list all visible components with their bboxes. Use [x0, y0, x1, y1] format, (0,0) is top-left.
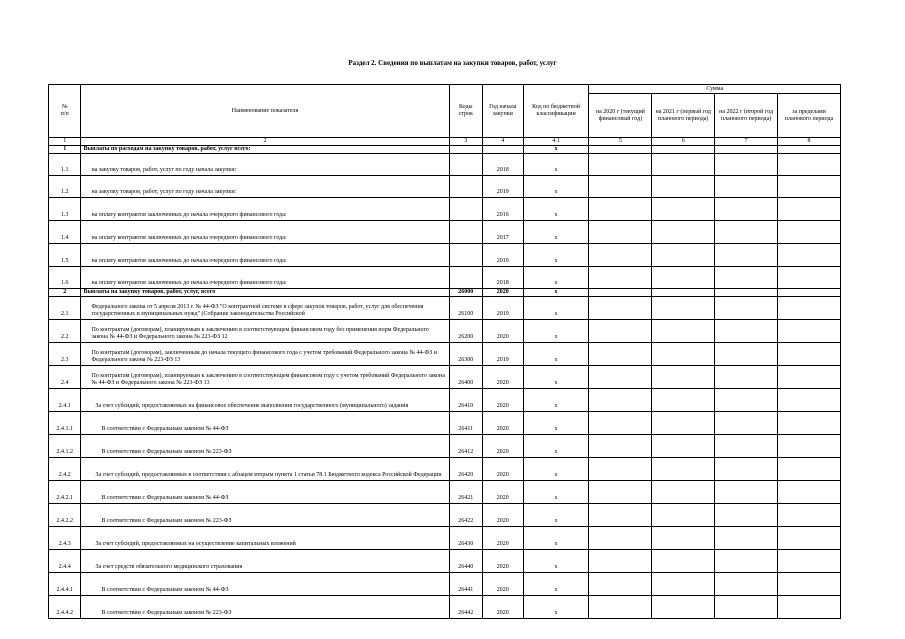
table-row	[49, 288, 841, 296]
sum-cell	[589, 220, 652, 243]
sum-cell	[589, 175, 652, 197]
row-year: 2016	[483, 197, 524, 220]
row-number: 2.4	[49, 365, 81, 388]
row-number: 2.4.4	[49, 549, 81, 572]
header-sum: Сумма	[589, 85, 841, 94]
sum-cell	[715, 220, 778, 243]
sum-cell	[715, 197, 778, 220]
row-code: 26412	[449, 434, 482, 457]
row-code: 26441	[449, 572, 482, 595]
row-kbk: x	[523, 319, 589, 342]
row-kbk: x	[523, 388, 589, 411]
row-kbk: x	[523, 434, 589, 457]
row-number: 1.6	[49, 266, 81, 288]
row-kbk: x	[523, 153, 589, 175]
table-row	[49, 411, 841, 434]
row-name: По контрактам (договорам), планируемым к заключению в соответствующем финансовом году с учетом требований Федерального закона № 44-ФЗ и Федерального закона № 223-ФЗ 13	[81, 365, 449, 388]
row-year: 2020	[483, 434, 524, 457]
sum-cell	[589, 197, 652, 220]
column-number: 4.1	[523, 138, 589, 146]
sum-cell	[715, 388, 778, 411]
sum-cell	[778, 549, 841, 572]
column-number: 3	[449, 138, 482, 146]
sum-cell	[589, 243, 652, 266]
row-code: 26410	[449, 388, 482, 411]
table-row	[49, 220, 841, 243]
sum-cell	[778, 243, 841, 266]
row-year: 2018	[483, 153, 524, 175]
row-year: 2020	[483, 365, 524, 388]
table-row	[49, 319, 841, 342]
sum-cell	[589, 319, 652, 342]
sum-cell	[589, 153, 652, 175]
row-kbk: x	[523, 411, 589, 434]
table-row	[49, 197, 841, 220]
sum-cell	[778, 266, 841, 288]
row-year: 2019	[483, 342, 524, 365]
row-code: 26411	[449, 411, 482, 434]
row-code: 26430	[449, 526, 482, 549]
table-row	[49, 457, 841, 480]
table-row	[49, 145, 841, 153]
row-number: 2.4.4.2	[49, 595, 81, 618]
row-number: 1.4	[49, 220, 81, 243]
row-code	[449, 220, 482, 243]
row-number: 1	[49, 145, 81, 153]
sum-cell	[715, 243, 778, 266]
sum-cell	[589, 266, 652, 288]
sum-cell	[589, 457, 652, 480]
row-number: 2.4.3	[49, 526, 81, 549]
sum-cell	[589, 434, 652, 457]
row-code: 26421	[449, 480, 482, 503]
header-2020: на 2020 г (текущий финансовый год)	[589, 94, 652, 138]
sum-cell	[652, 145, 715, 153]
sum-cell	[715, 319, 778, 342]
row-year: 2018	[483, 266, 524, 288]
row-name: За счет субсидий, предоставляемых на финансовое обеспечение выполнения государственного (муниципального) задания	[81, 388, 449, 411]
column-number: 6	[652, 138, 715, 146]
sum-cell	[778, 296, 841, 319]
sum-cell	[652, 296, 715, 319]
row-kbk: x	[523, 145, 589, 153]
row-name: В соответствии с Федеральным законом № 44-ФЗ	[81, 480, 449, 503]
sum-cell	[652, 388, 715, 411]
row-year: 2020	[483, 457, 524, 480]
sum-cell	[652, 411, 715, 434]
sum-cell	[715, 145, 778, 153]
row-kbk: x	[523, 549, 589, 572]
sum-cell	[778, 480, 841, 503]
column-number: 2	[81, 138, 449, 146]
sum-cell	[778, 572, 841, 595]
row-year: 2017	[483, 220, 524, 243]
row-year: 2020	[483, 572, 524, 595]
sum-cell	[778, 288, 841, 296]
header-name: Наименование показателя	[81, 85, 449, 138]
table-row	[49, 153, 841, 175]
sum-cell	[652, 220, 715, 243]
sum-cell	[652, 549, 715, 572]
procurement-payments-table	[48, 84, 841, 619]
sum-cell	[652, 197, 715, 220]
row-name: В соответствии с Федеральным законом № 223-ФЗ	[81, 595, 449, 618]
sum-cell	[652, 243, 715, 266]
row-kbk: x	[523, 480, 589, 503]
column-number: 8	[778, 138, 841, 146]
sum-cell	[778, 526, 841, 549]
sum-cell	[652, 342, 715, 365]
header-year: Год начала закупки	[483, 85, 524, 138]
row-kbk: x	[523, 503, 589, 526]
row-number: 2.4.2.2	[49, 503, 81, 526]
sum-cell	[715, 503, 778, 526]
table-row	[49, 243, 841, 266]
sum-cell	[715, 175, 778, 197]
row-code: 26420	[449, 457, 482, 480]
row-code: 26200	[449, 319, 482, 342]
column-number: 5	[589, 138, 652, 146]
row-code	[449, 145, 482, 153]
sum-cell	[589, 342, 652, 365]
sum-cell	[652, 175, 715, 197]
row-name: За счет субсидий, предоставляемых на осуществление капитальных вложений	[81, 526, 449, 549]
row-name: За счет средств обязательного медицинского страхования	[81, 549, 449, 572]
row-code: 26000	[449, 288, 482, 296]
row-year: 2020	[483, 595, 524, 618]
table-row	[49, 266, 841, 288]
row-number: 1.1	[49, 153, 81, 175]
row-year: 2020	[483, 388, 524, 411]
sum-cell	[652, 572, 715, 595]
sum-cell	[715, 526, 778, 549]
sum-cell	[778, 595, 841, 618]
sum-cell	[652, 503, 715, 526]
sum-cell	[715, 434, 778, 457]
sum-cell	[589, 595, 652, 618]
table-row	[49, 503, 841, 526]
sum-cell	[715, 296, 778, 319]
row-kbk: x	[523, 197, 589, 220]
column-number: 4	[483, 138, 524, 146]
row-name: В соответствии с Федеральным законом № 223-ФЗ	[81, 434, 449, 457]
column-number-row	[49, 138, 841, 146]
row-name: В соответствии с Федеральным законом № 44-ФЗ	[81, 572, 449, 595]
row-number: 2.2	[49, 319, 81, 342]
sum-cell	[652, 457, 715, 480]
sum-cell	[652, 266, 715, 288]
sum-cell	[778, 503, 841, 526]
sum-cell	[589, 411, 652, 434]
sum-cell	[589, 526, 652, 549]
row-year: 2020	[483, 549, 524, 572]
header-num: № п/п	[49, 85, 81, 138]
row-year: 2020	[483, 319, 524, 342]
row-kbk: x	[523, 220, 589, 243]
row-code: 26442	[449, 595, 482, 618]
table-row	[49, 526, 841, 549]
row-code	[449, 175, 482, 197]
row-name: Выплаты по расходам на закупку товаров, работ, услуг всего:	[81, 145, 449, 153]
sum-cell	[589, 145, 652, 153]
row-kbk: x	[523, 243, 589, 266]
header-2021: на 2021 г (первый год планового периода)	[652, 94, 715, 138]
row-code: 26440	[449, 549, 482, 572]
row-year: 2020	[483, 480, 524, 503]
row-number: 2	[49, 288, 81, 296]
row-code	[449, 266, 482, 288]
row-number: 1.5	[49, 243, 81, 266]
sum-cell	[715, 153, 778, 175]
column-number: 1	[49, 138, 81, 146]
row-name: на закупку товаров, работ, услуг по году начала закупки:	[81, 175, 449, 197]
header-beyond: за пределами планового периода	[778, 94, 841, 138]
row-number: 1.2	[49, 175, 81, 197]
table-row	[49, 572, 841, 595]
sum-cell	[778, 145, 841, 153]
row-name: на закупку товаров, работ, услуг по году начала закупки:	[81, 153, 449, 175]
row-kbk: x	[523, 288, 589, 296]
row-number: 2.4.4.1	[49, 572, 81, 595]
sum-cell	[652, 434, 715, 457]
row-number: 2.4.2.1	[49, 480, 81, 503]
row-kbk: x	[523, 572, 589, 595]
row-kbk: x	[523, 595, 589, 618]
sum-cell	[715, 266, 778, 288]
row-name: За счет субсидий, предоставляемых в соответствии с абзацем вторым пункта 1 статьи 78.1 Бюджетного кодекса Российской Федерации	[81, 457, 449, 480]
table-row	[49, 480, 841, 503]
row-code: 26400	[449, 365, 482, 388]
sum-cell	[778, 220, 841, 243]
row-number: 2.4.1	[49, 388, 81, 411]
header-2022: на 2022 г (второй год планового периода)	[715, 94, 778, 138]
sum-cell	[652, 319, 715, 342]
table-body	[49, 145, 841, 618]
sum-cell	[652, 526, 715, 549]
sum-cell	[652, 153, 715, 175]
row-year: 2020	[483, 503, 524, 526]
row-code: 26100	[449, 296, 482, 319]
header-kbk: Код по бюджетной классификации	[523, 85, 589, 138]
row-year: 2019	[483, 175, 524, 197]
sum-cell	[652, 288, 715, 296]
row-kbk: x	[523, 365, 589, 388]
sum-cell	[652, 480, 715, 503]
sum-cell	[778, 388, 841, 411]
sum-cell	[778, 197, 841, 220]
table-row	[49, 434, 841, 457]
row-number: 1.3	[49, 197, 81, 220]
row-code	[449, 197, 482, 220]
sum-cell	[589, 549, 652, 572]
row-year: 2020	[483, 526, 524, 549]
sum-cell	[652, 595, 715, 618]
sum-cell	[589, 296, 652, 319]
header-codes: Коды строк	[449, 85, 482, 138]
row-name: По контрактам (договорам), планируемым к заключению в соответствующем финансовом году без применения норм Федерального закона № 44-ФЗ и Федерального закона № 223-ФЗ 12	[81, 319, 449, 342]
table-row	[49, 549, 841, 572]
sum-cell	[589, 288, 652, 296]
row-number: 2.1	[49, 296, 81, 319]
section-title: Раздел 2. Сведения по выплатам на закупки товаров, работ, услуг	[348, 59, 557, 67]
sum-cell	[589, 503, 652, 526]
row-name: Выплаты на закупку товаров, работ, услуг, всего	[81, 288, 449, 296]
column-number: 7	[715, 138, 778, 146]
sum-cell	[715, 411, 778, 434]
sum-cell	[778, 411, 841, 434]
sum-cell	[589, 388, 652, 411]
sum-cell	[715, 342, 778, 365]
row-kbk: x	[523, 342, 589, 365]
sum-cell	[589, 572, 652, 595]
sum-cell	[778, 319, 841, 342]
row-code: 26300	[449, 342, 482, 365]
sum-cell	[589, 365, 652, 388]
sum-cell	[715, 480, 778, 503]
row-name: на оплату контрактов заключенных до начала очередного финансового года:	[81, 243, 449, 266]
row-code	[449, 153, 482, 175]
row-kbk: x	[523, 526, 589, 549]
row-code: 26422	[449, 503, 482, 526]
row-name: В соответствии с Федеральным законом № 223-ФЗ	[81, 503, 449, 526]
sum-cell	[778, 153, 841, 175]
row-year: 2020	[483, 411, 524, 434]
sum-cell	[715, 365, 778, 388]
sum-cell	[715, 457, 778, 480]
row-kbk: x	[523, 457, 589, 480]
row-number: 2.4.1.2	[49, 434, 81, 457]
row-year: 2019	[483, 296, 524, 319]
row-number: 2.3	[49, 342, 81, 365]
row-year: 2019	[483, 243, 524, 266]
row-name: По контрактам (договорам), заключенным до начала текущего финансового года с учетом требований Федерального закона № 44-ФЗ и Федерального закона № 223-ФЗ 13	[81, 342, 449, 365]
row-name: В соответствии с Федеральным законом № 44-ФЗ	[81, 411, 449, 434]
row-number: 2.4.1.1	[49, 411, 81, 434]
row-kbk: x	[523, 266, 589, 288]
row-name: на оплату контрактов заключенных до начала очередного финансового года:	[81, 197, 449, 220]
table-row	[49, 342, 841, 365]
table-row	[49, 175, 841, 197]
sum-cell	[778, 457, 841, 480]
table-row	[49, 365, 841, 388]
table-row	[49, 388, 841, 411]
table-row	[49, 595, 841, 618]
sum-cell	[778, 175, 841, 197]
sum-cell	[589, 480, 652, 503]
sum-cell	[652, 365, 715, 388]
row-kbk: x	[523, 175, 589, 197]
row-year	[483, 145, 524, 153]
row-kbk: x	[523, 296, 589, 319]
sum-cell	[778, 434, 841, 457]
row-number: 2.4.2	[49, 457, 81, 480]
row-name: на оплату контрактов заключенных до начала очередного финансового года:	[81, 266, 449, 288]
sum-cell	[715, 288, 778, 296]
table-row	[49, 296, 841, 319]
row-name: Федерального закона от 5 апреля 2013 г. № 44-ФЗ "О контрактной системе в сфере закупок товаров, работ, услуг для обеспечения государственных и муниципальных нужд" (Собрание законодательства Российской	[81, 296, 449, 319]
sum-cell	[715, 549, 778, 572]
row-name: на оплату контрактов заключенных до начала очередного финансового года:	[81, 220, 449, 243]
row-code	[449, 243, 482, 266]
row-year: 2020	[483, 288, 524, 296]
sum-cell	[778, 342, 841, 365]
sum-cell	[715, 595, 778, 618]
sum-cell	[715, 572, 778, 595]
sum-cell	[778, 365, 841, 388]
